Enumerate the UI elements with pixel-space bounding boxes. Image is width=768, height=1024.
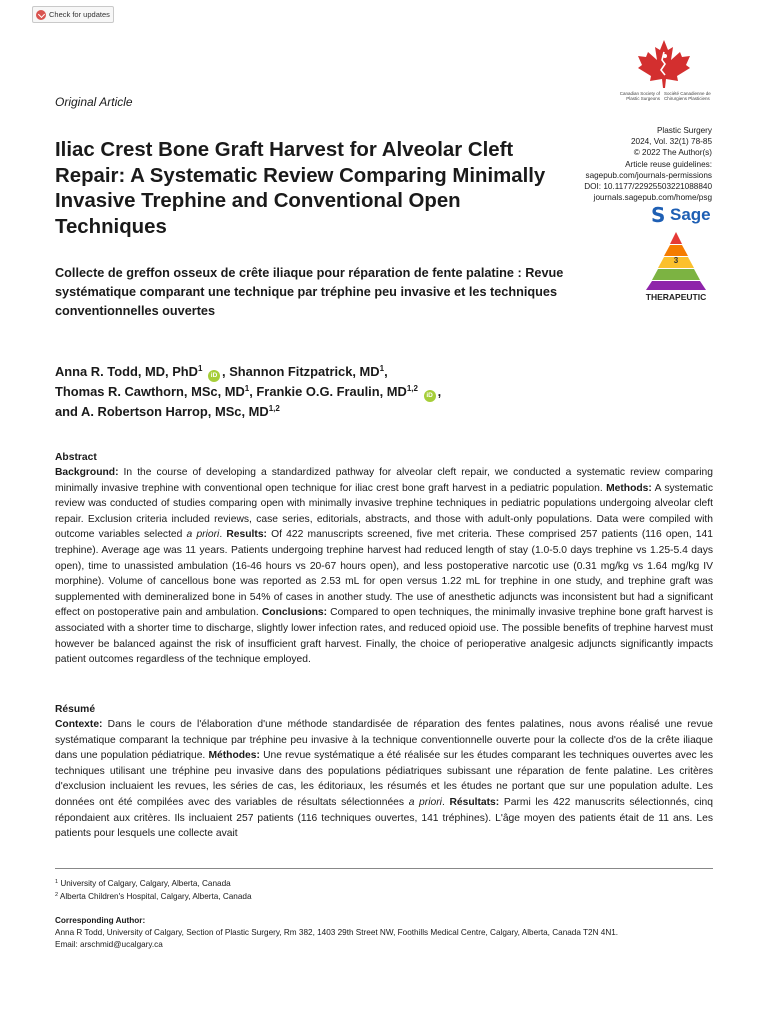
journal-name: Plastic Surgery: [656, 126, 712, 135]
corresponding-author: [55, 915, 618, 951]
maple-leaf-icon: [634, 38, 694, 90]
author-affil-sup: 1,2: [406, 384, 418, 393]
reuse-label: Article reuse guidelines:: [625, 159, 712, 169]
abstract-background-text: In the course of developing a standardized pathway for alveolar cleft repair, we conducted a systematic review comparing minimally invasive trephine with conventional open technique for iliac crest bone graft harvest in a pediatric population.: [55, 467, 713, 494]
copyright: © 2022 The Author(s): [633, 148, 712, 158]
evidence-pyramid: [638, 232, 714, 304]
article-subtitle-fr: Collecte de greffon osseux de crête iliaque pour réparation de fente palatine : Revue systématique comparant une technique par tréphine peu invasive et les techniques conventionnelles ouvertes: [55, 266, 564, 318]
reuse-link[interactable]: sagepub.com/journals-permissions: [585, 170, 712, 180]
resume-methodes-end: .: [441, 796, 450, 808]
pyramid-level: 3: [673, 256, 679, 265]
orcid-icon[interactable]: iD: [424, 390, 436, 402]
abstract-methods-end: .: [219, 529, 227, 541]
abstract-methods-label: Methods:: [606, 482, 652, 494]
abstract-results-text: Of 422 manuscripts screened, five met criteria. These comprised 257 patients (116 open, 141 trephine). Average age was 11 years. Patients undergoing trephine harvest had reduced length of stay (1.0-5.0 days trephine vs 1.25-5.4 days open), time to unassisted ambulation (16-46 hours vs 20-67 hours open), and less postoperative narcotic use (0.31 mg/kg vs 1.64 mg/kg IV morphine). Volume of cancellous bone was reported as 2.53 mL for open versus 1.22 mL for trephine in one study, and trephine graft was supplemented with demineralized bone in 54% of cases in another study. The use of anesthetic adjuncts was inconsistent but had a significant effect on postoperative pain and ambulation.: [55, 529, 713, 619]
resume-methodes-label: Méthodes:: [208, 750, 260, 762]
author-name[interactable]: Shannon Fitzpatrick, MD: [229, 364, 380, 379]
journal-meta: [584, 125, 712, 203]
abstract-background-label: Background:: [55, 467, 119, 478]
affil-text: University of Calgary, Calgary, Alberta, Canada: [58, 879, 231, 888]
affil-text: Alberta Children's Hospital, Calgary, Alberta, Canada: [58, 892, 252, 901]
affiliation-2: [55, 890, 252, 903]
pyramid-label: THERAPEUTIC: [645, 292, 707, 302]
author-name[interactable]: Thomas R. Cawthorn, MSc, MD: [55, 384, 245, 399]
author-affil-sup: 1: [244, 384, 250, 393]
check-updates-icon: [36, 10, 46, 20]
abstract-conclusions-label: Conclusions:: [261, 607, 328, 619]
author-name[interactable]: Anna R. Todd, MD, PhD: [55, 364, 198, 379]
article-title: Iliac Crest Bone Graft Harvest for Alveolar Cleft Repair: A Systematic Review Comparing Minimally Invasive Trephine and Conventional Open Techniques: [55, 139, 546, 238]
abstract-heading: Abstract: [55, 452, 97, 463]
footnote-divider: [55, 868, 713, 869]
author-list: Anna R. Todd, MD, PhD$^1$ iD , Shannon Fitzpatrick, $MD^1$, Thomas R. Cawthorn, MSc, $MD^1$, Frankie O.G. Fraulin, MD$^{1,2}$ iD , and A. Robertson Harrop, MSc, MD$^{1,2}$: [55, 364, 442, 419]
resume-heading: Résumé: [55, 704, 96, 715]
abstract-conclusions-text: Compared to open techniques, the minimally invasive trephine bone graft harvest is associated with a shorter time to discharge, slightly lower infection rates, and reduced opioid use. The possible benefits of trephine harvest must however be balanced against the risk of insufficient graft harvest. Finally, the choice of perioperative analgesic adjuncts significantly impacts patient outcomes regardless of the technique employed.: [55, 607, 713, 666]
article-type: Original Article: [55, 95, 133, 109]
resume-methodes-italic: a priori: [408, 796, 442, 808]
society-logo: [608, 38, 714, 108]
check-for-updates-button[interactable]: [32, 6, 114, 23]
author-affil-sup: 1: [197, 364, 203, 373]
sage-logo: [651, 204, 711, 226]
resume-resultats-label: Résultats:: [449, 796, 500, 808]
resume-contexte-label: Contexte:: [55, 719, 103, 730]
corresponding-email[interactable]: Email: arschmid@ucalgary.ca: [55, 940, 163, 949]
resume-contexte-text: Dans le cours de l'élaboration d'une méthode standardisée de réparation des fentes palatines, nous avons réalisé une revue systématique comparant la technique par tréphine peu invasive à la technique conventionnelle ouverte pour la collecte d'os de la crête iliaque dans une population pédiatrique.: [55, 719, 713, 762]
abstract-results-label: Results:: [226, 529, 267, 541]
affil-sup: 2: [55, 892, 59, 898]
sage-wordmark: Sage: [670, 205, 711, 224]
resume-body: [55, 717, 713, 842]
check-updates-label: Check for updates: [49, 10, 110, 19]
affiliations: [55, 877, 252, 903]
doi[interactable]: DOI: 10.1177/22925503221088840: [584, 182, 712, 192]
author-affil-sup: 1: [379, 364, 385, 373]
sage-s-icon: S: [651, 203, 666, 227]
society-caption-fr: Société Canadienne de Chirurgiens Plasticiens: [664, 91, 711, 101]
author-affil-sup: 1,2: [268, 404, 280, 413]
abstract-methods-text: A systematic review was conducted of studies comparing open with minimally invasive trephine techniques in pediatric populations undergoing alveolar cleft repair. Exclusion criteria included reviews, case series, editorials, abstracts, and those with adult-only populations. Data were compiled with outcome variables selected: [55, 482, 713, 541]
author-name[interactable]: Frankie O.G. Fraulin, MD: [256, 384, 407, 399]
society-caption-en: Canadian Society of Plastic Surgeons: [619, 91, 660, 101]
corresponding-address: Anna R Todd, University of Calgary, Section of Plastic Surgery, Rm 382, 1403 29th Street NW, Foothills Medical Centre, Calgary, Alberta, Canada T2N 4N1.: [55, 928, 619, 937]
abstract-methods-italic: a priori: [186, 529, 220, 541]
affiliation-1: [55, 877, 252, 890]
affil-sup: 1: [55, 879, 59, 885]
journal-home-link[interactable]: journals.sagepub.com/home/psg: [593, 193, 712, 203]
abstract-body: [55, 465, 713, 668]
orcid-icon[interactable]: iD: [208, 370, 220, 382]
author-name[interactable]: A. Robertson Harrop, MSc, MD: [81, 404, 269, 419]
resume-resultats-text: Parmi les 422 manuscrits sélectionnés, cinq répondaient aux critères. Ils incluaient 257 patients (116 techniques ouvertes, 141 tréphines). L'âge moyen des patients était de 11 ans. Les patients pour lesquels une collecte avait: [55, 796, 713, 840]
journal-volume: 2024, Vol. 32(1) 78-85: [630, 137, 712, 147]
corresponding-heading: Corresponding Author:: [55, 916, 146, 925]
author-conjunction: and: [55, 404, 82, 419]
resume-methodes-text: Une revue systématique a été réalisée sur les études comparant les techniques ouvertes avec les techniques utilisant une tréphine peu invasive dans des populations pédiatriques subissant une réparation de fente palatine. Les critères d'exclusion incluaient les revues, les séries de cas, les éditoriaux, les résumés et les études ne portant que sur une population adulte. Les données ont été compilées avec des variables de résultats sélectionnées: [55, 750, 713, 808]
